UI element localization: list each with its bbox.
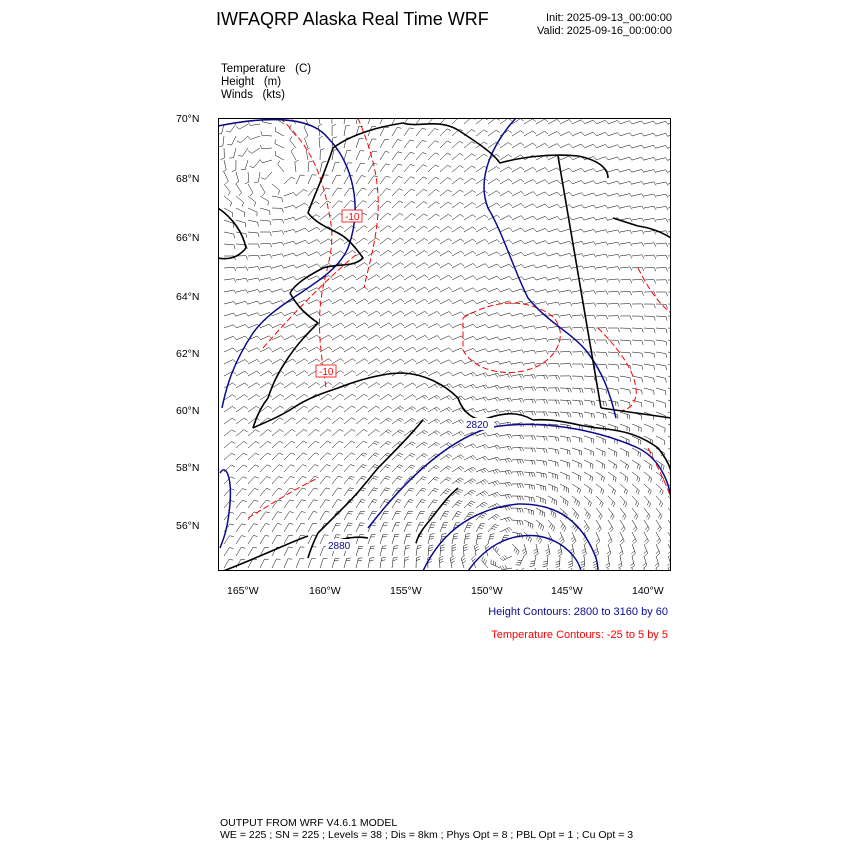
valid-time: Valid: 2025-09-16_00:00:00 xyxy=(537,25,672,37)
lon-label: 155°W xyxy=(390,585,422,597)
height-contour-legend: Height Contours: 2800 to 3160 by 60 xyxy=(488,606,668,618)
variable-winds: Winds (kts) xyxy=(221,89,285,101)
temperature-contour-label: -10 xyxy=(319,367,334,378)
lon-label: 160°W xyxy=(309,585,341,597)
lat-label: 68°N xyxy=(176,173,200,185)
lat-label: 60°N xyxy=(176,405,200,417)
variable-temperature: Temperature (C) xyxy=(221,63,312,75)
map-panel xyxy=(218,118,671,571)
lat-label: 64°N xyxy=(176,291,200,303)
lat-label: 62°N xyxy=(176,348,200,360)
height-contour-label: 2820 xyxy=(466,420,489,431)
lon-label: 150°W xyxy=(471,585,503,597)
init-time: Init: 2025-09-13_00:00:00 xyxy=(546,12,672,24)
lat-label: 58°N xyxy=(176,462,200,474)
lon-label: 165°W xyxy=(227,585,259,597)
lon-label: 140°W xyxy=(632,585,664,597)
variable-list xyxy=(221,63,311,102)
lat-label: 70°N xyxy=(176,113,200,125)
lat-label: 66°N xyxy=(176,232,200,244)
model-info-footer xyxy=(220,817,633,841)
height-contour-label: 2880 xyxy=(328,541,351,552)
plot-title: IWFAQRP Alaska Real Time WRF xyxy=(216,9,489,29)
model-version: OUTPUT FROM WRF V4.6.1 MODEL xyxy=(220,817,398,829)
temperature-contour-label: -10 xyxy=(345,212,360,223)
lat-label: 56°N xyxy=(176,520,200,532)
time-info xyxy=(537,12,672,38)
model-settings: WE = 225 ; SN = 225 ; Levels = 38 ; Dis = 8km ; Phys Opt = 8 ; PBL Opt = 1 ; Cu Opt = 3 xyxy=(220,829,634,841)
lon-label: 145°W xyxy=(551,585,583,597)
variable-height: Height (m) xyxy=(221,76,282,88)
temperature-contour-legend: Temperature Contours: -25 to 5 by 5 xyxy=(491,629,668,641)
